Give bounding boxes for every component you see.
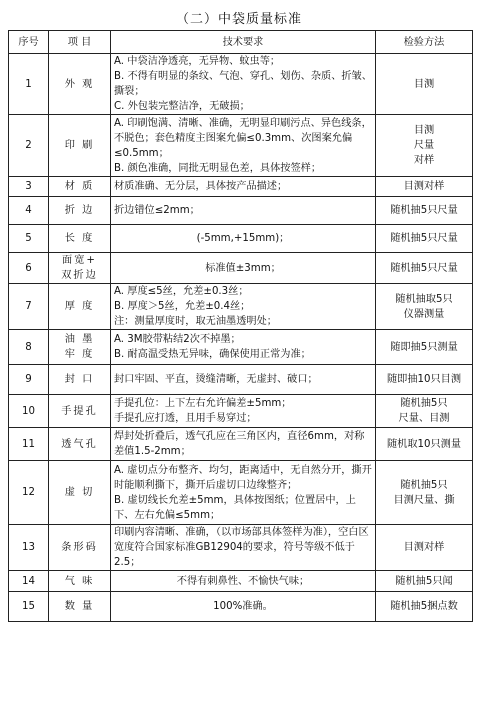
- item-label: 条形码: [61, 542, 98, 553]
- item-label: 双折边: [61, 270, 98, 281]
- item-label: 虚 切: [64, 487, 95, 498]
- item-label: 油 墨: [64, 334, 95, 345]
- requirement-cell: [111, 54, 376, 115]
- requirement-text: B. 虚切线长允差±5mm，具体按图纸；位置居中，上下、左右允偏≤5mm；: [114, 494, 356, 521]
- requirement-text: 手提孔应打透，且用手易穿过；: [114, 413, 257, 424]
- table-row: [9, 253, 473, 284]
- requirement-text: A. 中袋洁净透亮，无异物、蚊虫等；: [114, 56, 281, 67]
- item-label: 印 刷: [64, 140, 95, 151]
- item-cell: [49, 571, 111, 592]
- item-cell: [49, 225, 111, 253]
- method-cell: [376, 461, 473, 525]
- requirement-text: 标准值±3mm；: [205, 262, 281, 274]
- method-cell: [376, 115, 473, 177]
- requirement-cell: [111, 461, 376, 525]
- row-number: 8: [9, 330, 49, 365]
- method-text: 目测: [413, 125, 435, 136]
- requirement-cell: [111, 592, 376, 622]
- header-requirement: 技术要求: [111, 31, 376, 54]
- item-cell: [49, 284, 111, 330]
- item-label: 折 边: [64, 205, 95, 216]
- row-number: 9: [9, 365, 49, 395]
- requirement-text: 100%准确。: [213, 601, 273, 612]
- method-cell: [376, 225, 473, 253]
- item-cell: [49, 115, 111, 177]
- method-text: 目测: [413, 78, 435, 90]
- table-row: [9, 461, 473, 525]
- item-cell: [49, 395, 111, 428]
- item-cell: [49, 253, 111, 284]
- row-number: 14: [9, 571, 49, 592]
- requirement-text: B. 不得有明显的条纹、气泡、穿孔、划伤、杂质、折皱、撕裂；: [114, 71, 372, 97]
- item-label: 材 质: [64, 181, 95, 192]
- row-number: 12: [9, 461, 49, 525]
- row-number: 15: [9, 592, 49, 622]
- method-text: 随机抽5只尺量: [390, 262, 458, 274]
- method-text: 随机抽5只尺量: [390, 233, 458, 244]
- row-number: 6: [9, 253, 49, 284]
- requirement-text: C. 外包装完整洁净，无破损；: [114, 101, 250, 112]
- requirement-text: 封口牢固、平直，烫缝清晰，无虚封、破口；: [114, 374, 318, 385]
- requirement-text: 注：测量厚度时，取无油墨透明处；: [114, 316, 277, 327]
- item-label: 气 味: [64, 575, 95, 587]
- header-no: 序号: [9, 31, 49, 54]
- method-text: 尺量: [413, 140, 435, 151]
- item-cell: [49, 330, 111, 365]
- requirement-text: A. 厚度≤5丝，允差±0.3丝；: [114, 286, 249, 297]
- method-cell: [376, 330, 473, 365]
- item-cell: [49, 197, 111, 225]
- row-number: 3: [9, 177, 49, 197]
- row-number: 1: [9, 54, 49, 115]
- table-row: [9, 197, 473, 225]
- method-text: 对样: [413, 155, 435, 166]
- table-row: [9, 571, 473, 592]
- requirement-cell: [111, 177, 376, 197]
- table-header-row: [9, 31, 473, 54]
- row-number: 11: [9, 428, 49, 461]
- header-item: 项 目: [49, 31, 111, 54]
- requirement-cell: [111, 571, 376, 592]
- method-text: 随机抽5只尺量: [390, 205, 458, 216]
- table-row: [9, 54, 473, 115]
- item-label: 数 量: [64, 601, 95, 612]
- requirement-text: B. 耐高温受热无异味，确保使用正常为准；: [114, 349, 311, 360]
- requirement-cell: [111, 284, 376, 330]
- requirement-cell: [111, 525, 376, 571]
- requirement-text: A. 虚切点分布整齐、均匀，距离适中，无自然分开，撕开时能顺利撕下，撕开后虚切口边缘整齐；: [114, 464, 372, 491]
- method-text: 随机抽取5只: [395, 293, 453, 305]
- requirement-text: B. 厚度＞5丝，允差±0.4丝；: [114, 301, 251, 312]
- item-cell: [49, 525, 111, 571]
- page-title: （二）中袋质量标准: [175, 12, 302, 27]
- method-cell: [376, 571, 473, 592]
- item-label: 手提孔: [61, 405, 98, 417]
- requirement-cell: [111, 395, 376, 428]
- method-text: 仪器测量: [403, 308, 445, 320]
- method-text: 随机抽5只闻: [395, 575, 453, 587]
- method-text: 目测尺量、撕: [393, 494, 455, 506]
- row-number: 10: [9, 395, 49, 428]
- table-row: [9, 365, 473, 395]
- header-method: 检验方法: [376, 31, 473, 54]
- method-cell: [376, 428, 473, 461]
- requirement-text: A. 印刷饱满、清晰、准确，无明显印刷污点、异色线条，不脱色；套色精度主图案允偏≤0.3mm、次图案允偏≤0.5mm；: [114, 117, 372, 159]
- method-text: 目测对样: [403, 542, 445, 553]
- item-cell: [49, 177, 111, 197]
- requirement-cell: [111, 428, 376, 461]
- quality-standard-table: [8, 30, 473, 622]
- item-label: 面宽+: [62, 255, 97, 266]
- item-label: 封 口: [64, 374, 95, 385]
- requirement-cell: [111, 197, 376, 225]
- item-label: 透气孔: [61, 438, 98, 450]
- row-number: 4: [9, 197, 49, 225]
- row-number: 7: [9, 284, 49, 330]
- requirement-cell: [111, 115, 376, 177]
- item-cell: [49, 592, 111, 622]
- row-number: 13: [9, 525, 49, 571]
- method-text: 目测对样: [403, 181, 445, 192]
- method-cell: [376, 365, 473, 395]
- method-text: 随即抽5只测量: [390, 341, 458, 353]
- item-label: 长 度: [64, 233, 95, 244]
- requirement-text: 材质准确、无分层，具体按产品描述；: [114, 181, 288, 192]
- table-row: [9, 395, 473, 428]
- table-row: [9, 592, 473, 622]
- item-label: 厚 度: [64, 301, 95, 312]
- requirement-text: 印刷内容清晰、准确，（以市场部具体签样为准），空白区宽度符合国家标准GB12904的要求，符号等级不低于2.5；: [114, 527, 369, 568]
- requirement-text: A. 3M胶带粘结2次不掉墨；: [114, 334, 241, 345]
- requirement-text: 焊封处折叠后，透气孔应在三角区内，直径6mm，对称差值1.5-2mm；: [114, 431, 365, 457]
- requirement-text: 不得有刺鼻性、不愉快气味；: [176, 575, 310, 587]
- method-cell: [376, 592, 473, 622]
- row-number: 2: [9, 115, 49, 177]
- requirement-cell: [111, 225, 376, 253]
- item-label: 牢 度: [64, 349, 95, 360]
- table-row: [9, 330, 473, 365]
- table-row: [9, 115, 473, 177]
- table-row: [9, 428, 473, 461]
- item-cell: [49, 54, 111, 115]
- method-text: 随机抽5捆点数: [390, 601, 458, 612]
- method-text: 随即抽10只目测: [386, 374, 462, 385]
- table-row: [9, 525, 473, 571]
- item-cell: [49, 365, 111, 395]
- method-cell: [376, 197, 473, 225]
- method-cell: [376, 253, 473, 284]
- method-cell: [376, 525, 473, 571]
- method-text: 随机取10只测量: [386, 438, 462, 450]
- table-row: [9, 225, 473, 253]
- requirement-text: (-5mm,+15mm)；: [196, 233, 290, 244]
- method-cell: [376, 395, 473, 428]
- row-number: 5: [9, 225, 49, 253]
- requirement-cell: [111, 253, 376, 284]
- item-label: 外 观: [64, 78, 95, 90]
- table-row: [9, 284, 473, 330]
- requirement-text: 手提孔位：上下左右允许偏差±5mm；: [114, 398, 292, 409]
- method-text: 随机抽5只: [400, 479, 448, 491]
- table-body: [9, 54, 473, 622]
- method-cell: [376, 284, 473, 330]
- requirement-text: B. 颜色准确，同批无明显色差，具体按签样；: [114, 162, 322, 174]
- requirement-cell: [111, 365, 376, 395]
- item-cell: [49, 461, 111, 525]
- method-text: 尺量、目测: [398, 413, 450, 424]
- method-text: 随机抽5只: [400, 398, 448, 409]
- method-cell: [376, 54, 473, 115]
- requirement-cell: [111, 330, 376, 365]
- method-cell: [376, 177, 473, 197]
- table-row: [9, 177, 473, 197]
- item-cell: [49, 428, 111, 461]
- requirement-text: 折边错位≤2mm；: [114, 205, 200, 216]
